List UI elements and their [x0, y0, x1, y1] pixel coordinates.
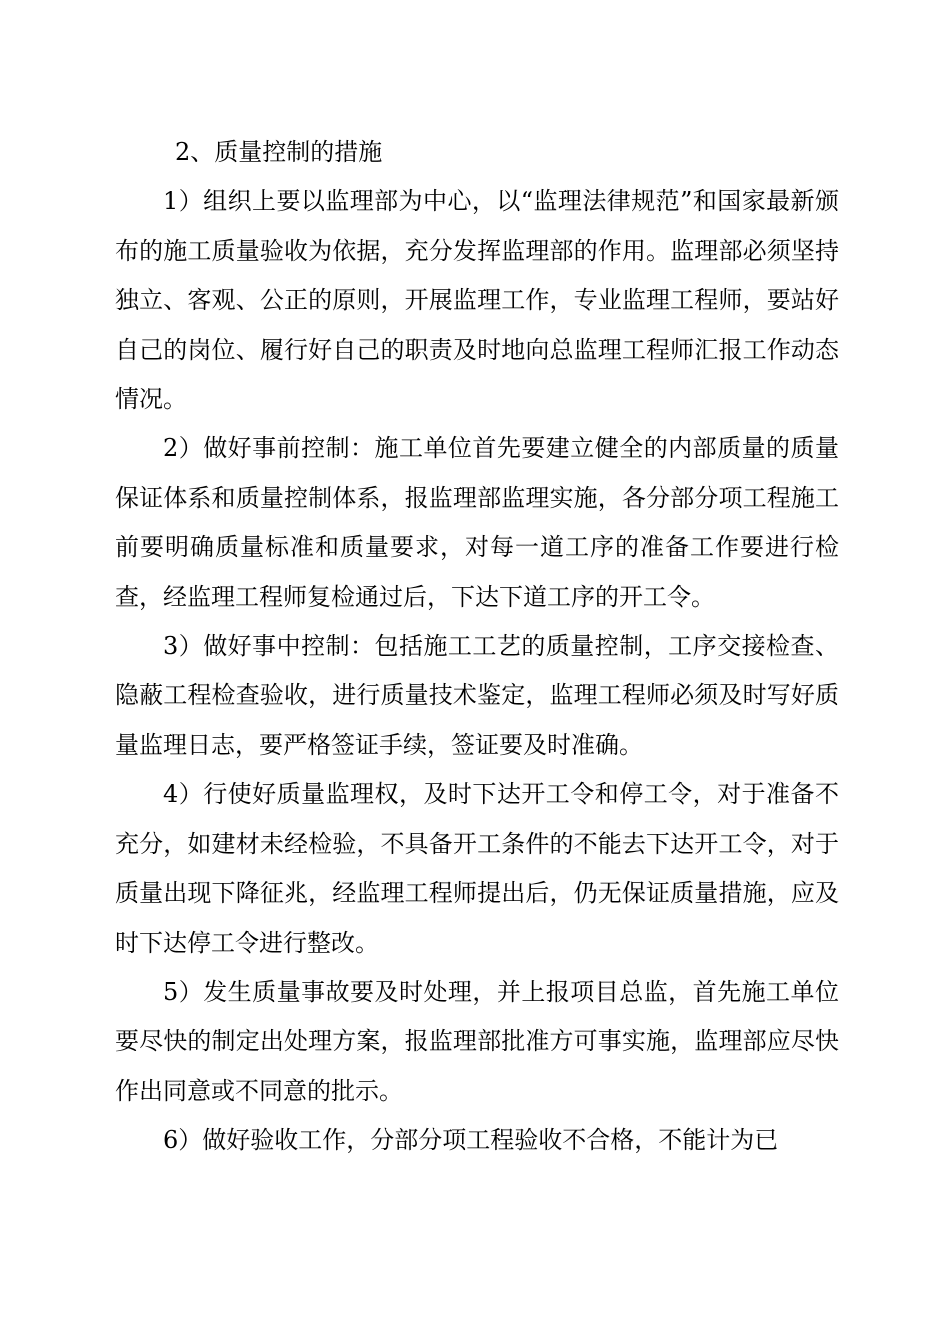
paragraph-2: 2）做好事前控制：施工单位首先要建立健全的内部质量的质量保证体系和质量控制体系，报监理部监理实施，各分部分项工程施工前要明确质量标准和质量要求，对每一道工序的准备工作要进行检查，经监理工程师复检通过后，下达下道工序的开工令。 [115, 434, 839, 611]
paragraph-3: 3）做好事中控制：包括施工工艺的质量控制，工序交接检查、隐蔽工程检查验收，进行质量技术鉴定，监理工程师必须及时写好质量监理日志，要严格签证手续，签证要及时准确。 [115, 632, 839, 759]
paragraph-4: 4）行使好质量监理权，及时下达开工令和停工令，对于准备不充分，如建材未经检验，不具备开工条件的不能去下达开工令，对于质量出现下降征兆，经监理工程师提出后，仍无保证质量措施，应及时下达停工令进行整改。 [115, 780, 839, 957]
paragraph-6: 6）做好验收工作，分部分项工程验收不合格，不能计为已 [163, 1126, 779, 1155]
document-page [115, 128, 839, 1166]
section-heading: 2、质量控制的措施 [175, 138, 383, 166]
paragraph-1: 1）组织上要以监理部为中心，以“监理法律规范”和国家最新颁布的施工质量验收为依据，充分发挥监理部的作用。监理部必须坚持独立、客观、公正的原则，开展监理工作，专业监理工程师，要站好自己的岗位、履行好自己的职责及时地向总监理工程师汇报工作动态情况。 [115, 187, 839, 414]
paragraph-5: 5）发生质量事故要及时处理，并上报项目总监，首先施工单位要尽快的制定出处理方案，报监理部批准方可事实施，监理部应尽快作出同意或不同意的批示。 [115, 977, 839, 1105]
